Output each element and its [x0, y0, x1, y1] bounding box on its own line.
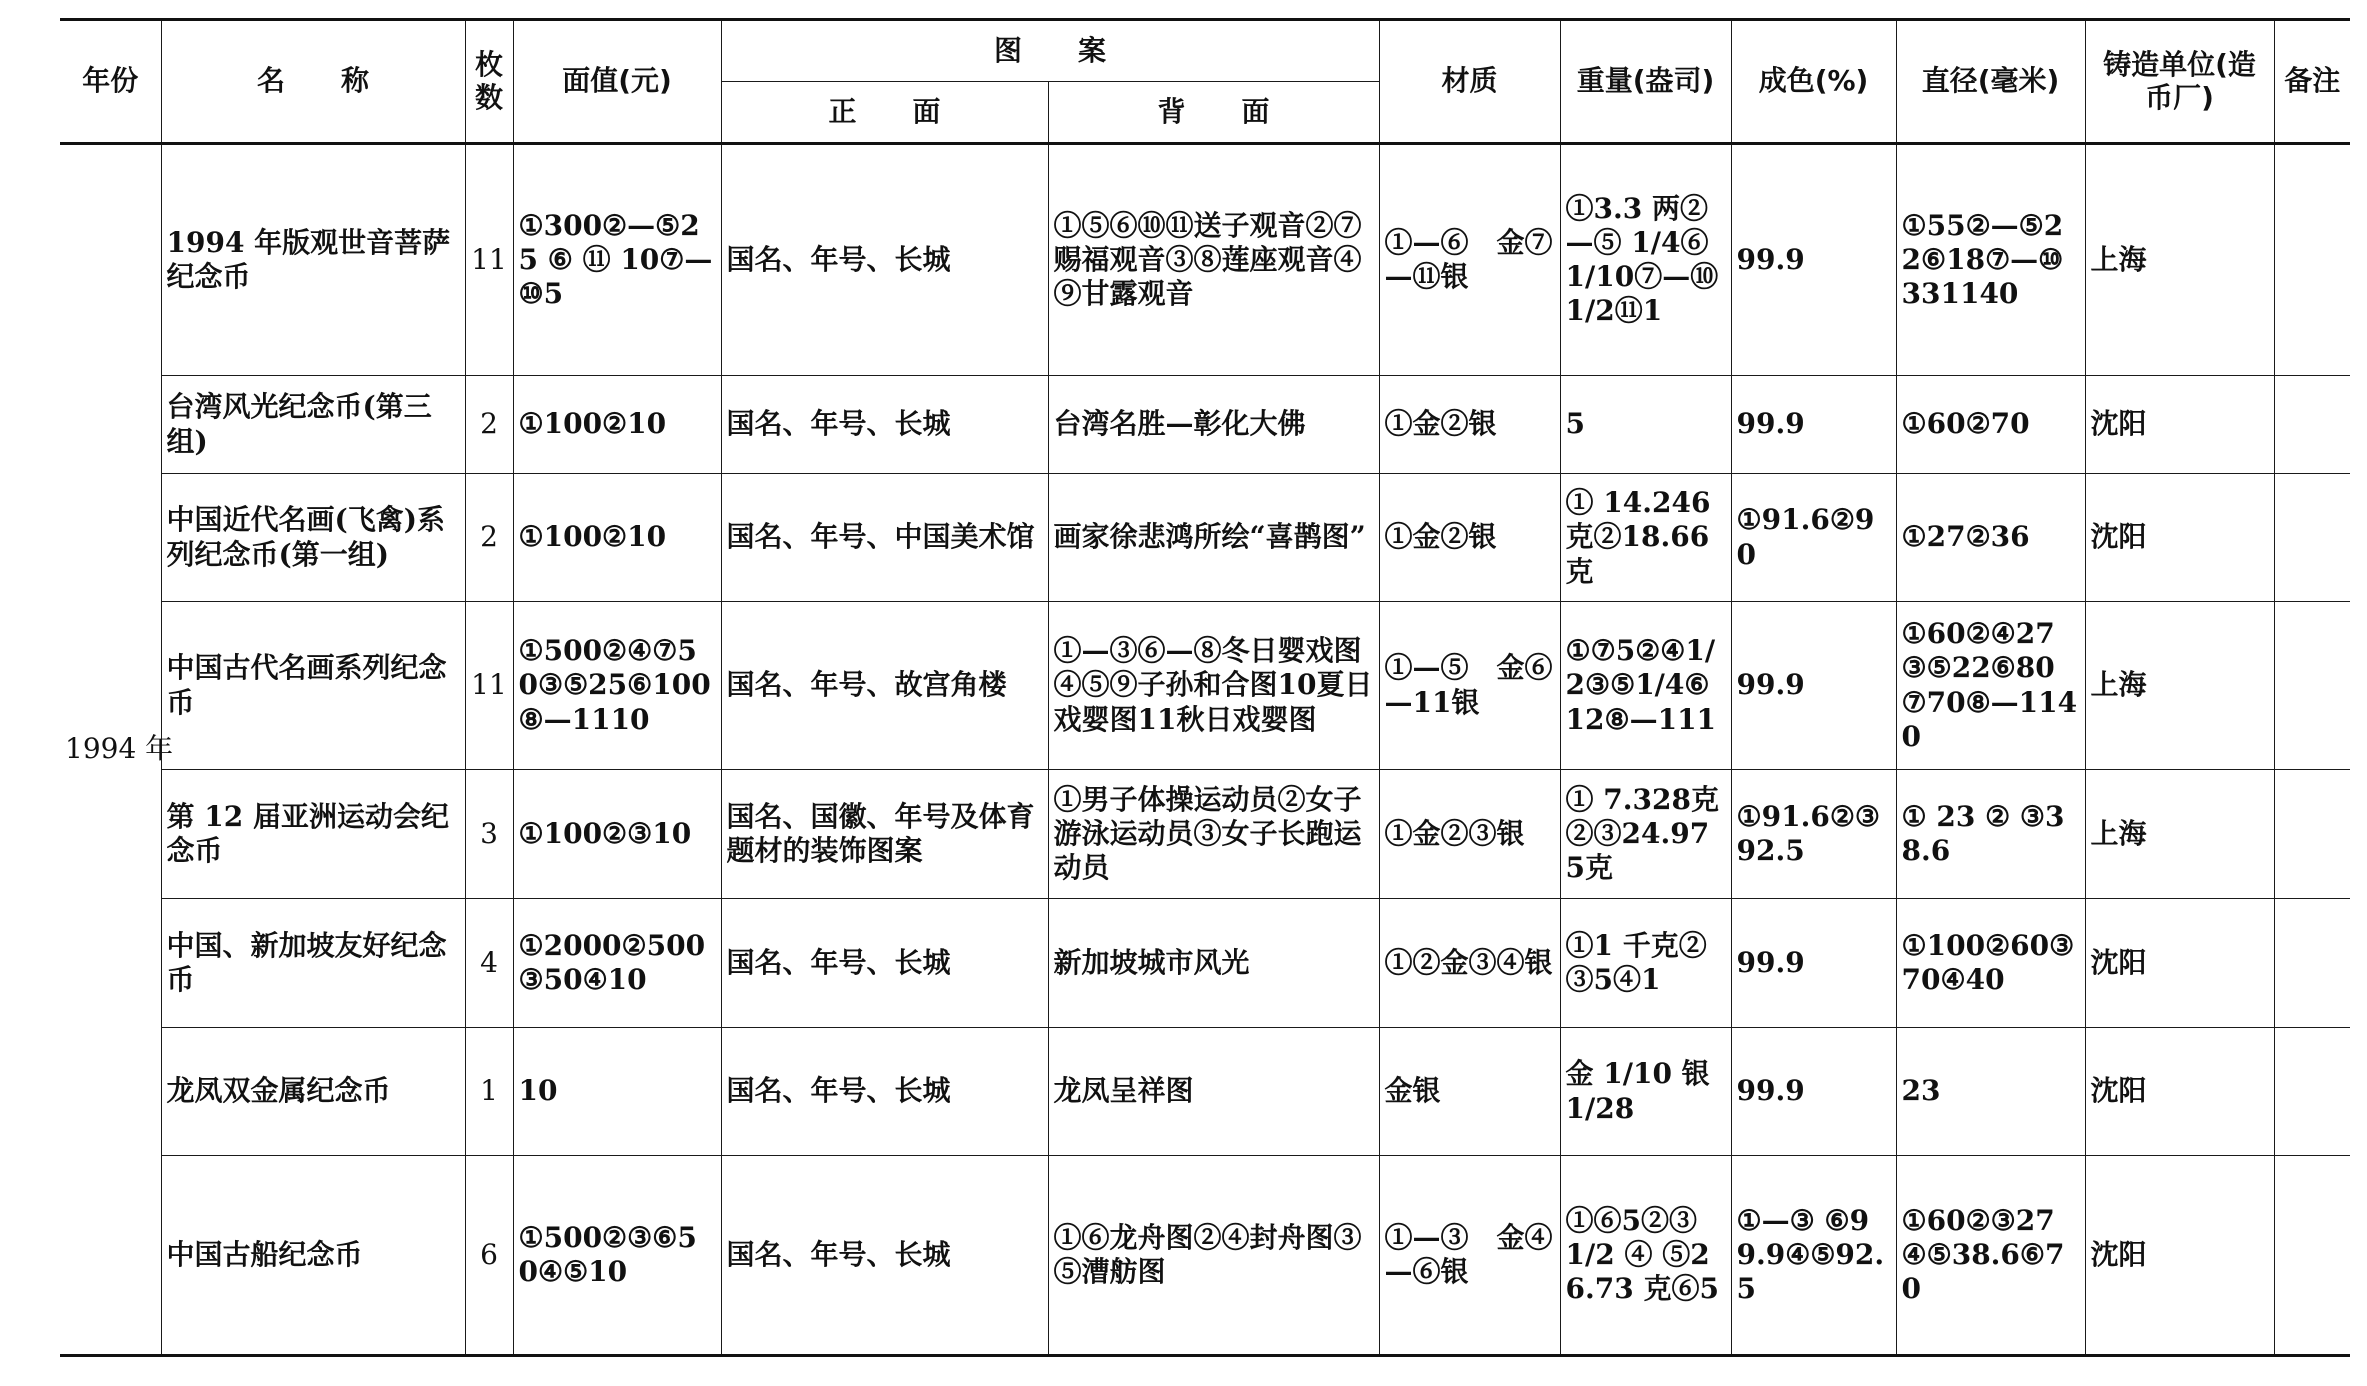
- coin-mint: 沈阳: [2085, 1156, 2274, 1356]
- coin-fineness: 99.9: [1731, 376, 1896, 474]
- coin-count: 1: [465, 1028, 513, 1156]
- coin-denomination: ①300②—⑤25 ⑥ ⑪ 10⑦—⑩5: [513, 144, 721, 376]
- year-cell: 1994 年: [60, 144, 161, 1356]
- coin-fineness: 99.9: [1731, 899, 1896, 1028]
- header-row-1: [60, 20, 2350, 82]
- coin-obverse: 国名、年号、长城: [721, 144, 1048, 376]
- coin-weight: 5: [1560, 376, 1731, 474]
- coin-fineness: 99.9: [1731, 1028, 1896, 1156]
- coin-fineness: 99.9: [1731, 602, 1896, 770]
- header-denomination: 面值(元): [513, 20, 721, 144]
- coin-material: 金银: [1379, 1028, 1560, 1156]
- header-weight: 重量(盎司): [1560, 20, 1731, 144]
- table-row: [60, 474, 2350, 602]
- coin-count: 4: [465, 899, 513, 1028]
- coin-weight: ①1 千克②③5④1: [1560, 899, 1731, 1028]
- coin-name: 台湾风光纪念币(第三组): [161, 376, 465, 474]
- coin-name: 中国古船纪念币: [161, 1156, 465, 1356]
- coin-weight: ① 7.328克②③24.975克: [1560, 770, 1731, 899]
- coin-weight: ①⑥5②③1/2 ④ ⑤26.73 克⑥5: [1560, 1156, 1731, 1356]
- table-row: [60, 899, 2350, 1028]
- coin-diameter: ①100②60③70④40: [1896, 899, 2085, 1028]
- header-obverse: 正 面: [721, 82, 1048, 144]
- coin-denomination: ①2000②500③50④10: [513, 899, 721, 1028]
- coin-remarks: [2274, 899, 2350, 1028]
- coin-count: 11: [465, 144, 513, 376]
- coin-obverse: 国名、年号、长城: [721, 376, 1048, 474]
- header-name: 名 称: [161, 20, 465, 144]
- table-row: [60, 1156, 2350, 1356]
- coin-mint: 沈阳: [2085, 1028, 2274, 1156]
- coin-reverse: ①—③⑥—⑧冬日婴戏图④⑤⑨子孙和合图10夏日戏婴图11秋日戏婴图: [1048, 602, 1379, 770]
- coin-material: ①—⑥ 金⑦—⑪银: [1379, 144, 1560, 376]
- commemorative-coin-table: [60, 18, 2350, 1357]
- coin-reverse: 画家徐悲鸿所绘“喜鹊图”: [1048, 474, 1379, 602]
- coin-diameter: ①27②36: [1896, 474, 2085, 602]
- header-remarks: 备注: [2274, 20, 2350, 144]
- coin-mint: 上海: [2085, 602, 2274, 770]
- coin-denomination: ①100②10: [513, 474, 721, 602]
- coin-diameter: ①55②—⑤22⑥18⑦—⑩331140: [1896, 144, 2085, 376]
- header-mint: 铸造单位(造币厂): [2085, 20, 2274, 144]
- coin-obverse: 国名、年号、长城: [721, 899, 1048, 1028]
- table-row: [60, 1028, 2350, 1156]
- header-diameter: 直径(毫米): [1896, 20, 2085, 144]
- coin-obverse: 国名、年号、长城: [721, 1156, 1048, 1356]
- table-row: [60, 376, 2350, 474]
- coin-count: 2: [465, 474, 513, 602]
- coin-count: 3: [465, 770, 513, 899]
- coin-obverse: 国名、年号、中国美术馆: [721, 474, 1048, 602]
- table-row: [60, 770, 2350, 899]
- header-year: 年份: [60, 20, 161, 144]
- coin-mint: 上海: [2085, 770, 2274, 899]
- coin-material: ①金②③银: [1379, 770, 1560, 899]
- coin-fineness: 99.9: [1731, 144, 1896, 376]
- coin-remarks: [2274, 474, 2350, 602]
- coin-mint: 沈阳: [2085, 376, 2274, 474]
- coin-remarks: [2274, 1156, 2350, 1356]
- coin-material: ①金②银: [1379, 474, 1560, 602]
- coin-weight: ①3.3 两②—⑤ 1/4⑥ 1/10⑦—⑩ 1/2⑪1: [1560, 144, 1731, 376]
- coin-weight: ①⑦5②④1/2③⑤1/4⑥12⑧—111: [1560, 602, 1731, 770]
- coin-material: ①金②银: [1379, 376, 1560, 474]
- header-count: 枚数: [465, 20, 513, 144]
- coin-denomination: ①100②③10: [513, 770, 721, 899]
- header-material: 材质: [1379, 20, 1560, 144]
- coin-denomination: 10: [513, 1028, 721, 1156]
- coin-weight: 金 1/10 银1/28: [1560, 1028, 1731, 1156]
- coin-remarks: [2274, 1028, 2350, 1156]
- header-reverse: 背 面: [1048, 82, 1379, 144]
- coin-name: 中国古代名画系列纪念币: [161, 602, 465, 770]
- coin-mint: 沈阳: [2085, 899, 2274, 1028]
- coin-material: ①②金③④银: [1379, 899, 1560, 1028]
- coin-diameter: ①60②④27③⑤22⑥80⑦70⑧—1140: [1896, 602, 2085, 770]
- coin-diameter: ①60②70: [1896, 376, 2085, 474]
- coin-name: 1994 年版观世音菩萨纪念币: [161, 144, 465, 376]
- coin-reverse: 台湾名胜—彰化大佛: [1048, 376, 1379, 474]
- coin-name: 中国近代名画(飞禽)系列纪念币(第一组): [161, 474, 465, 602]
- coin-reverse: ①⑤⑥⑩⑪送子观音②⑦赐福观音③⑧莲座观音④⑨甘露观音: [1048, 144, 1379, 376]
- coin-denomination: ①100②10: [513, 376, 721, 474]
- coin-obverse: 国名、年号、故宫角楼: [721, 602, 1048, 770]
- coin-obverse: 国名、年号、长城: [721, 1028, 1048, 1156]
- coin-count: 2: [465, 376, 513, 474]
- coin-obverse: 国名、国徽、年号及体育题材的装饰图案: [721, 770, 1048, 899]
- coin-count: 11: [465, 602, 513, 770]
- coin-remarks: [2274, 602, 2350, 770]
- coin-reverse: 龙凤呈祥图: [1048, 1028, 1379, 1156]
- table-row: [60, 602, 2350, 770]
- coin-weight: ① 14.246克②18.66克: [1560, 474, 1731, 602]
- coin-mint: 上海: [2085, 144, 2274, 376]
- coin-denomination: ①500②④⑦50③⑤25⑥100⑧—1110: [513, 602, 721, 770]
- coin-reverse: 新加坡城市风光: [1048, 899, 1379, 1028]
- table-row: [60, 144, 2350, 376]
- coin-fineness: ①91.6②③92.5: [1731, 770, 1896, 899]
- header-pattern: 图 案: [721, 20, 1379, 82]
- coin-name: 龙凤双金属纪念币: [161, 1028, 465, 1156]
- coin-diameter: 23: [1896, 1028, 2085, 1156]
- coin-mint: 沈阳: [2085, 474, 2274, 602]
- coin-diameter: ① 23 ② ③38.6: [1896, 770, 2085, 899]
- coin-denomination: ①500②③⑥50④⑤10: [513, 1156, 721, 1356]
- coin-material: ①—③ 金④—⑥银: [1379, 1156, 1560, 1356]
- coin-fineness: ①—③ ⑥99.9④⑤92.5: [1731, 1156, 1896, 1356]
- document-page: [60, 18, 2350, 1357]
- header-fineness: 成色(%): [1731, 20, 1896, 144]
- coin-material: ①—⑤ 金⑥—11银: [1379, 602, 1560, 770]
- coin-remarks: [2274, 144, 2350, 376]
- coin-diameter: ①60②③27④⑤38.6⑥70: [1896, 1156, 2085, 1356]
- coin-name: 中国、新加坡友好纪念币: [161, 899, 465, 1028]
- coin-reverse: ①⑥龙舟图②④封舟图③⑤漕舫图: [1048, 1156, 1379, 1356]
- coin-fineness: ①91.6②90: [1731, 474, 1896, 602]
- coin-remarks: [2274, 770, 2350, 899]
- coin-count: 6: [465, 1156, 513, 1356]
- coin-reverse: ①男子体操运动员②女子游泳运动员③女子长跑运动员: [1048, 770, 1379, 899]
- coin-name: 第 12 届亚洲运动会纪念币: [161, 770, 465, 899]
- coin-remarks: [2274, 376, 2350, 474]
